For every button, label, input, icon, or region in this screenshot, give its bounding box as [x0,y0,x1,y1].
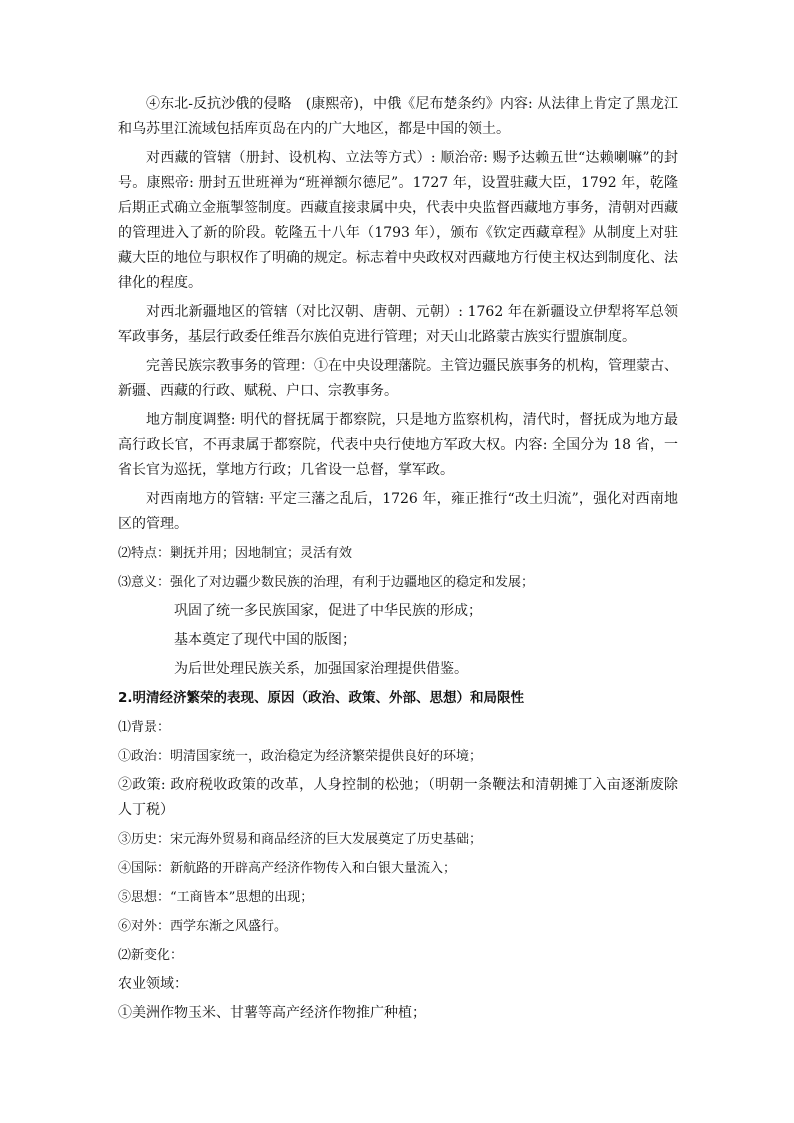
paragraph-significance: ⑶意义：强化了对边疆少数民族的治理，有利于边疆地区的稳定和发展； [118,575,535,590]
paragraph-xinjiang: 对西北新疆地区的管辖（对比汉朝、唐朝、元朝）: 1762 年在新疆设立伊犁将军总领军政事务，基层行政委任维吾尔族伯克进行管理；对天山北路蒙古族实行盟旗制度。 [118,304,678,345]
paragraph-agriculture: 农业领域： [118,976,188,992]
paragraph-policy: ②政策: 政府税收政策的改革，人身控制的松弛；（明朝一条鞭法和清朝摊丁入亩逐渐废除人丁税） [118,777,678,818]
paragraph-thought: ⑤思想：“工商皆本”思想的出现； [118,890,314,905]
paragraph-features: ⑵特点：剿抚并用；因地制宜；灵活有效 [118,546,353,561]
paragraph-significance-3: 基本奠定了现代中国的版图； [174,632,356,648]
section-heading: 2.明清经济繁荣的表现、原因（政治、政策、外部、思想）和局限性 [118,690,525,706]
paragraph-local-system: 地方制度调整: 明代的督抚属于都察院，只是地方监察机构，清代时，督抚成为地方最高行政长官，不再隶属于都察院，代表中央行使地方军政大权。内容: 全国分为 18 省，一省长官为巡抚，掌地方行政；几省设一总督，掌军政。 [118,412,678,478]
paragraph-background: ⑴背景： [118,720,171,735]
paragraph-southwest: 对西南地方的管辖: 平定三藩之乱后，1726 年，雍正推行“改土归流”，强化对西南地区的管理。 [118,491,678,532]
paragraph-ethnic-religion: 完善民族宗教事务的管理：①在中央设理藩院。主管边疆民族事务的机构，管理蒙古、新疆、西藏的行政、赋税、户口、宗教事务。 [118,358,678,399]
paragraph-foreign: ⑥对外：西学东渐之风盛行。 [118,919,288,934]
paragraph-new-changes: ⑵新变化： [118,948,184,963]
paragraph-history: ③历史：宋元海外贸易和商品经济的巨大发展奠定了历史基础； [118,832,483,847]
paragraph-tibet: 对西藏的管辖（册封、设机构、立法等方式）: 顺治帝: 赐予达赖五世“达赖喇嘛”的封号。康熙帝: 册封五世班禅为“班禅额尔德尼”。1727 年，设置驻藏大臣，1792 年，乾隆后期正式确立金瓶掣签制度。西藏直接隶属中央，代表中央监督西藏地方事务，清朝对西藏的管理进入了新的阶段。乾隆五十八年（1793 年），颁布《钦定西藏章程》从制度上对驻藏大臣的地位与职权作了明确的规定。标志着中央政权对西藏地方行使主权达到制度化、法律化的程度。 [118,150,678,291]
paragraph-international: ④国际：新航路的开辟高产经济作物传入和白银大量流入； [118,861,457,876]
paragraph-significance-2: 巩固了统一多民族国家，促进了中华民族的形成； [174,603,482,619]
document-page [118,92,678,1030]
paragraph-crops: ①美洲作物玉米、甘薯等高产经济作物推广种植； [118,1005,426,1021]
paragraph-politics: ①政治：明清国家统一，政治稳定为经济繁荣提供良好的环境； [118,749,483,764]
paragraph-significance-4: 为后世处理民族关系，加强国家治理提供借鉴。 [174,661,468,677]
paragraph-northeast: ④东北-反抗沙俄的侵略 (康熙帝)，中俄《尼布楚条约》内容: 从法律上肯定了黑龙江和乌苏里江流域包括库页岛在内的广大地区，都是中国的领土。 [118,96,678,137]
